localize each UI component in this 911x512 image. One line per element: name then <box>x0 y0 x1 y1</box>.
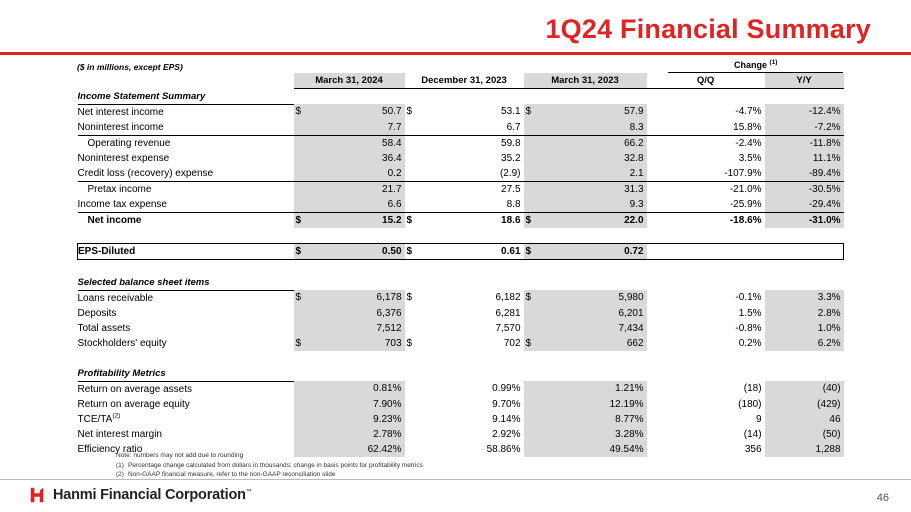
spacer-cell <box>294 397 306 412</box>
table-row <box>78 321 844 336</box>
spacer-cell <box>405 381 417 397</box>
cell-mar-2023: 9.3 <box>536 197 647 213</box>
spacer-cell <box>294 151 306 166</box>
cell-mar-2024: 0.50 <box>306 243 405 259</box>
spacer-cell <box>524 120 536 136</box>
cell-mar-2024: 7.90% <box>306 397 405 412</box>
cell-yy: 3.3% <box>765 290 844 306</box>
cell-mar-2023: 66.2 <box>536 135 647 151</box>
cell-mar-2023: 12.19% <box>536 397 647 412</box>
row-label-text: Net interest margin <box>77 428 162 440</box>
cell-dec-2023: 35.2 <box>501 152 521 164</box>
footnote-1-number: (1) <box>116 461 124 469</box>
cell-qq: 3.5% <box>738 152 762 164</box>
cell-mar-2023: 5,980 <box>536 290 647 306</box>
section-title-income: Income Statement Summary <box>78 89 294 105</box>
cell-mar-2024: 62.42% <box>306 442 405 457</box>
row-label-text: Income tax expense <box>77 198 167 210</box>
cell-qq: 1.5% <box>738 307 762 319</box>
row-label-text: Total assets <box>77 322 131 334</box>
currency-symbol: $ <box>406 337 413 349</box>
currency-symbol: $ <box>294 243 306 259</box>
table-row <box>78 181 844 197</box>
row-label <box>78 104 294 120</box>
cell-mar-2023: 6,201 <box>536 306 647 321</box>
cell-mar-2023: 2.1 <box>536 166 647 182</box>
cell-mar-2024: 15.2 <box>306 212 405 228</box>
cell-mar-2023: 49.54% <box>536 442 647 457</box>
cell-yy: 1.0% <box>765 321 844 336</box>
cell-yy: -7.2% <box>765 120 844 136</box>
column-header-row <box>78 73 844 89</box>
cell-yy: -12.4% <box>765 104 844 120</box>
spacer-cell <box>405 412 417 427</box>
cell-mar-2023: 8.3 <box>536 120 647 136</box>
table-row <box>78 166 844 182</box>
spacer-cell <box>294 181 306 197</box>
cell-yy: 2.8% <box>765 306 844 321</box>
currency-symbol: $ <box>405 243 417 259</box>
logo-text <box>53 487 252 503</box>
footnote-intro: Note: numbers may not add due to rounding <box>116 452 244 459</box>
row-label-text: Stockholders' equity <box>77 337 167 349</box>
balance-rows <box>78 290 844 351</box>
footnote-1-text: Percentage change calculated from dollars in thousands; change in basis points for profitability metrics <box>128 461 423 469</box>
table-row <box>78 135 844 151</box>
table-row <box>78 290 844 306</box>
cell-mar-2023: 0.72 <box>536 243 647 259</box>
section-row-profit <box>78 366 844 382</box>
table-row <box>78 151 844 166</box>
cell-dec-2023: 58.86% <box>486 443 521 455</box>
currency-symbol: $ <box>524 336 536 351</box>
cell-dec-2023: 7,570 <box>495 322 521 334</box>
row-label-text: Noninterest expense <box>77 152 170 164</box>
cell-dec-2023: (2.9) <box>499 167 521 179</box>
page-title: 1Q24 Financial Summary <box>545 14 871 44</box>
spacer-cell <box>524 135 536 151</box>
row-label-text: Loans receivable <box>77 292 154 304</box>
cell-qq: 356 <box>744 443 762 455</box>
footnote-ref: (2) <box>112 412 121 420</box>
spacer-cell <box>524 166 536 182</box>
cell-mar-2023: 57.9 <box>536 104 647 120</box>
cell-dec-2023: 0.99% <box>492 383 521 395</box>
row-label <box>78 290 294 306</box>
eps-row <box>78 243 844 259</box>
row-label <box>78 151 294 166</box>
cell-yy: 11.1% <box>765 151 844 166</box>
currency-symbol: $ <box>406 106 413 118</box>
spacer-cell <box>294 166 306 182</box>
cell-mar-2024: 2.78% <box>306 427 405 442</box>
cell-qq: -25.9% <box>729 198 762 210</box>
spacer-cell <box>524 321 536 336</box>
row-label <box>78 336 294 351</box>
spacer-cell <box>294 427 306 442</box>
currency-symbol: $ <box>294 212 306 228</box>
table-row <box>78 336 844 351</box>
cell-yy: -30.5% <box>765 181 844 197</box>
cell-qq: 9 <box>755 413 762 425</box>
cell-dec-2023: 6.7 <box>506 121 521 133</box>
currency-symbol: $ <box>405 212 417 228</box>
section-row-income <box>78 89 844 105</box>
footnote-1 <box>116 461 423 471</box>
row-label <box>78 120 294 136</box>
cell-mar-2023: 8.77% <box>536 412 647 427</box>
table-row <box>78 412 844 427</box>
footnote-2-number: (2) <box>116 471 124 479</box>
row-label-text: Return on average equity <box>77 398 190 410</box>
cell-qq: -18.6% <box>647 212 765 228</box>
cell-qq: (14) <box>743 428 762 440</box>
currency-symbol: $ <box>524 104 536 120</box>
cell-qq: -0.8% <box>735 322 762 334</box>
spacer-cell <box>524 197 536 213</box>
cell-mar-2024: 7.7 <box>306 120 405 136</box>
currency-symbol: $ <box>294 104 306 120</box>
cell-dec-2023: 18.6 <box>417 212 524 228</box>
row-label <box>78 181 294 197</box>
spacer-cell <box>524 412 536 427</box>
table-row <box>78 397 844 412</box>
cell-qq: -2.4% <box>647 135 765 151</box>
spacer-cell <box>405 321 417 336</box>
cell-yy: -29.4% <box>765 197 844 213</box>
cell-mar-2024: 6,376 <box>306 306 405 321</box>
table-row <box>78 120 844 136</box>
currency-symbol: $ <box>294 336 306 351</box>
cell-mar-2023: 32.8 <box>536 151 647 166</box>
spacer-cell <box>405 197 417 213</box>
cell-qq: -107.9% <box>724 167 762 179</box>
spacer-cell <box>294 135 306 151</box>
spacer-cell <box>524 306 536 321</box>
row-label-text: Efficiency ratio <box>77 443 143 455</box>
col-header-qq: Q/Q <box>647 73 765 89</box>
row-label <box>78 197 294 213</box>
col-header-mar-2024: March 31, 2024 <box>294 73 405 89</box>
row-label <box>78 321 294 336</box>
row-label <box>78 212 294 228</box>
cell-yy: 1,288 <box>765 442 844 457</box>
row-label <box>78 135 294 151</box>
cell-qq: -4.7% <box>735 106 762 118</box>
row-label-text: Operating revenue <box>87 137 171 149</box>
currency-symbol: $ <box>406 292 413 304</box>
spacer-cell <box>524 151 536 166</box>
currency-symbol: $ <box>524 290 536 306</box>
cell-mar-2024: 6.6 <box>306 197 405 213</box>
cell-dec-2023: 0.61 <box>417 243 524 259</box>
cell-qq: -21.0% <box>647 181 765 197</box>
row-label-text: Noninterest income <box>77 121 164 133</box>
cell-dec-2023: 27.5 <box>417 181 524 197</box>
footnote-2-text: Non-GAAP financial measure, refer to the non-GAAP reconciliation slide <box>128 471 336 479</box>
cell-dec-2023: 59.8 <box>417 135 524 151</box>
table-row <box>78 212 844 228</box>
row-label-text: Net interest income <box>77 106 164 118</box>
col-header-mar-2023: March 31, 2023 <box>524 73 647 89</box>
cell-mar-2024: 703 <box>306 336 405 351</box>
cell-dec-2023: 702 <box>503 337 521 349</box>
currency-symbol: $ <box>294 290 306 306</box>
spacer-cell <box>405 306 417 321</box>
change-label: Change <box>734 60 768 70</box>
spacer-cell <box>405 151 417 166</box>
spacer-cell <box>524 442 536 457</box>
cell-yy: -31.0% <box>765 212 844 228</box>
cell-mar-2024: 7,512 <box>306 321 405 336</box>
section-title-balance: Selected balance sheet items <box>78 275 294 291</box>
spacer-cell <box>294 197 306 213</box>
spacer-cell <box>405 427 417 442</box>
spacer-cell <box>405 181 417 197</box>
cell-yy: 46 <box>765 412 844 427</box>
page-number: 46 <box>876 492 889 504</box>
cell-yy: (40) <box>765 381 844 397</box>
row-label-text: Credit loss (recovery) expense <box>77 167 214 179</box>
spacer-cell <box>294 321 306 336</box>
row-label <box>78 412 294 427</box>
cell-mar-2023: 22.0 <box>536 212 647 228</box>
cell-qq: (180) <box>738 398 762 410</box>
spacer-cell <box>294 412 306 427</box>
title-underline <box>0 52 911 55</box>
col-header-yy: Y/Y <box>765 73 844 89</box>
logo-wordmark: Hanmi Financial Corporation <box>53 487 246 503</box>
cell-dec-2023: 6,281 <box>495 307 521 319</box>
row-label <box>78 166 294 182</box>
table-row <box>78 197 844 213</box>
row-label-text: Net income <box>87 214 142 226</box>
units-note: ($ in millions, except EPS) <box>77 62 183 72</box>
cell-mar-2024: 0.81% <box>306 381 405 397</box>
cell-mar-2023: 3.28% <box>536 427 647 442</box>
cell-qq: -0.1% <box>735 292 762 304</box>
change-footnote-ref: (1) <box>769 59 778 66</box>
cell-mar-2023: 662 <box>536 336 647 351</box>
cell-yy: -11.8% <box>765 135 844 151</box>
cell-qq: 15.8% <box>733 121 762 133</box>
financial-summary-table <box>77 73 844 457</box>
row-label <box>78 397 294 412</box>
row-label-text: TCE/TA <box>77 413 113 425</box>
spacer-cell <box>294 306 306 321</box>
row-label-text: Deposits <box>77 307 117 319</box>
cell-mar-2024: 21.7 <box>306 181 405 197</box>
cell-yy: (429) <box>765 397 844 412</box>
spacer-cell <box>524 397 536 412</box>
table-row <box>78 104 844 120</box>
table-row <box>78 306 844 321</box>
cell-dec-2023: 53.1 <box>501 106 521 118</box>
cell-dec-2023: 9.14% <box>492 413 521 425</box>
section-title-profit: Profitability Metrics <box>78 366 294 382</box>
cell-dec-2023: 6,182 <box>495 292 521 304</box>
cell-dec-2023: 9.70% <box>492 398 521 410</box>
spacer-cell <box>294 381 306 397</box>
cell-qq: (18) <box>743 383 762 395</box>
cell-yy: -89.4% <box>765 166 844 182</box>
spacer-cell <box>524 427 536 442</box>
section-row-balance <box>78 275 844 291</box>
spacer-cell <box>294 120 306 136</box>
hanmi-logo-icon <box>29 486 47 504</box>
company-logo <box>29 486 252 504</box>
cell-mar-2024: 9.23% <box>306 412 405 427</box>
cell-mar-2024: 50.7 <box>306 104 405 120</box>
row-label-text: Pretax income <box>87 183 152 195</box>
profit-rows <box>78 381 844 457</box>
spacer-cell <box>405 120 417 136</box>
cell-mar-2024: 36.4 <box>306 151 405 166</box>
cell-yy: 6.2% <box>765 336 844 351</box>
table-row <box>78 381 844 397</box>
spacer-cell <box>405 166 417 182</box>
cell-mar-2023: 1.21% <box>536 381 647 397</box>
currency-symbol: $ <box>524 212 536 228</box>
spacer-cell <box>524 381 536 397</box>
footnotes <box>116 451 423 480</box>
spacer-cell <box>405 397 417 412</box>
row-label <box>78 427 294 442</box>
cell-mar-2024: 0.2 <box>306 166 405 182</box>
income-rows <box>78 104 844 228</box>
cell-mar-2023: 31.3 <box>536 181 647 197</box>
currency-symbol: $ <box>524 243 536 259</box>
cell-yy: (50) <box>765 427 844 442</box>
cell-mar-2024: 6,178 <box>306 290 405 306</box>
cell-dec-2023: 2.92% <box>492 428 521 440</box>
cell-mar-2024: 58.4 <box>306 135 405 151</box>
cell-mar-2023: 7,434 <box>536 321 647 336</box>
row-label: EPS-Diluted <box>78 243 294 259</box>
change-header <box>734 59 777 70</box>
col-header-dec-2023: December 31, 2023 <box>405 73 524 89</box>
row-label <box>78 306 294 321</box>
trademark-mark: ™ <box>245 489 252 496</box>
cell-qq: 0.2% <box>738 337 762 349</box>
row-label <box>78 381 294 397</box>
cell-dec-2023: 8.8 <box>506 198 521 210</box>
spacer-cell <box>405 135 417 151</box>
row-label-text: Return on average assets <box>77 383 193 395</box>
spacer-cell <box>524 181 536 197</box>
table-row <box>78 427 844 442</box>
footer-divider <box>0 479 911 480</box>
